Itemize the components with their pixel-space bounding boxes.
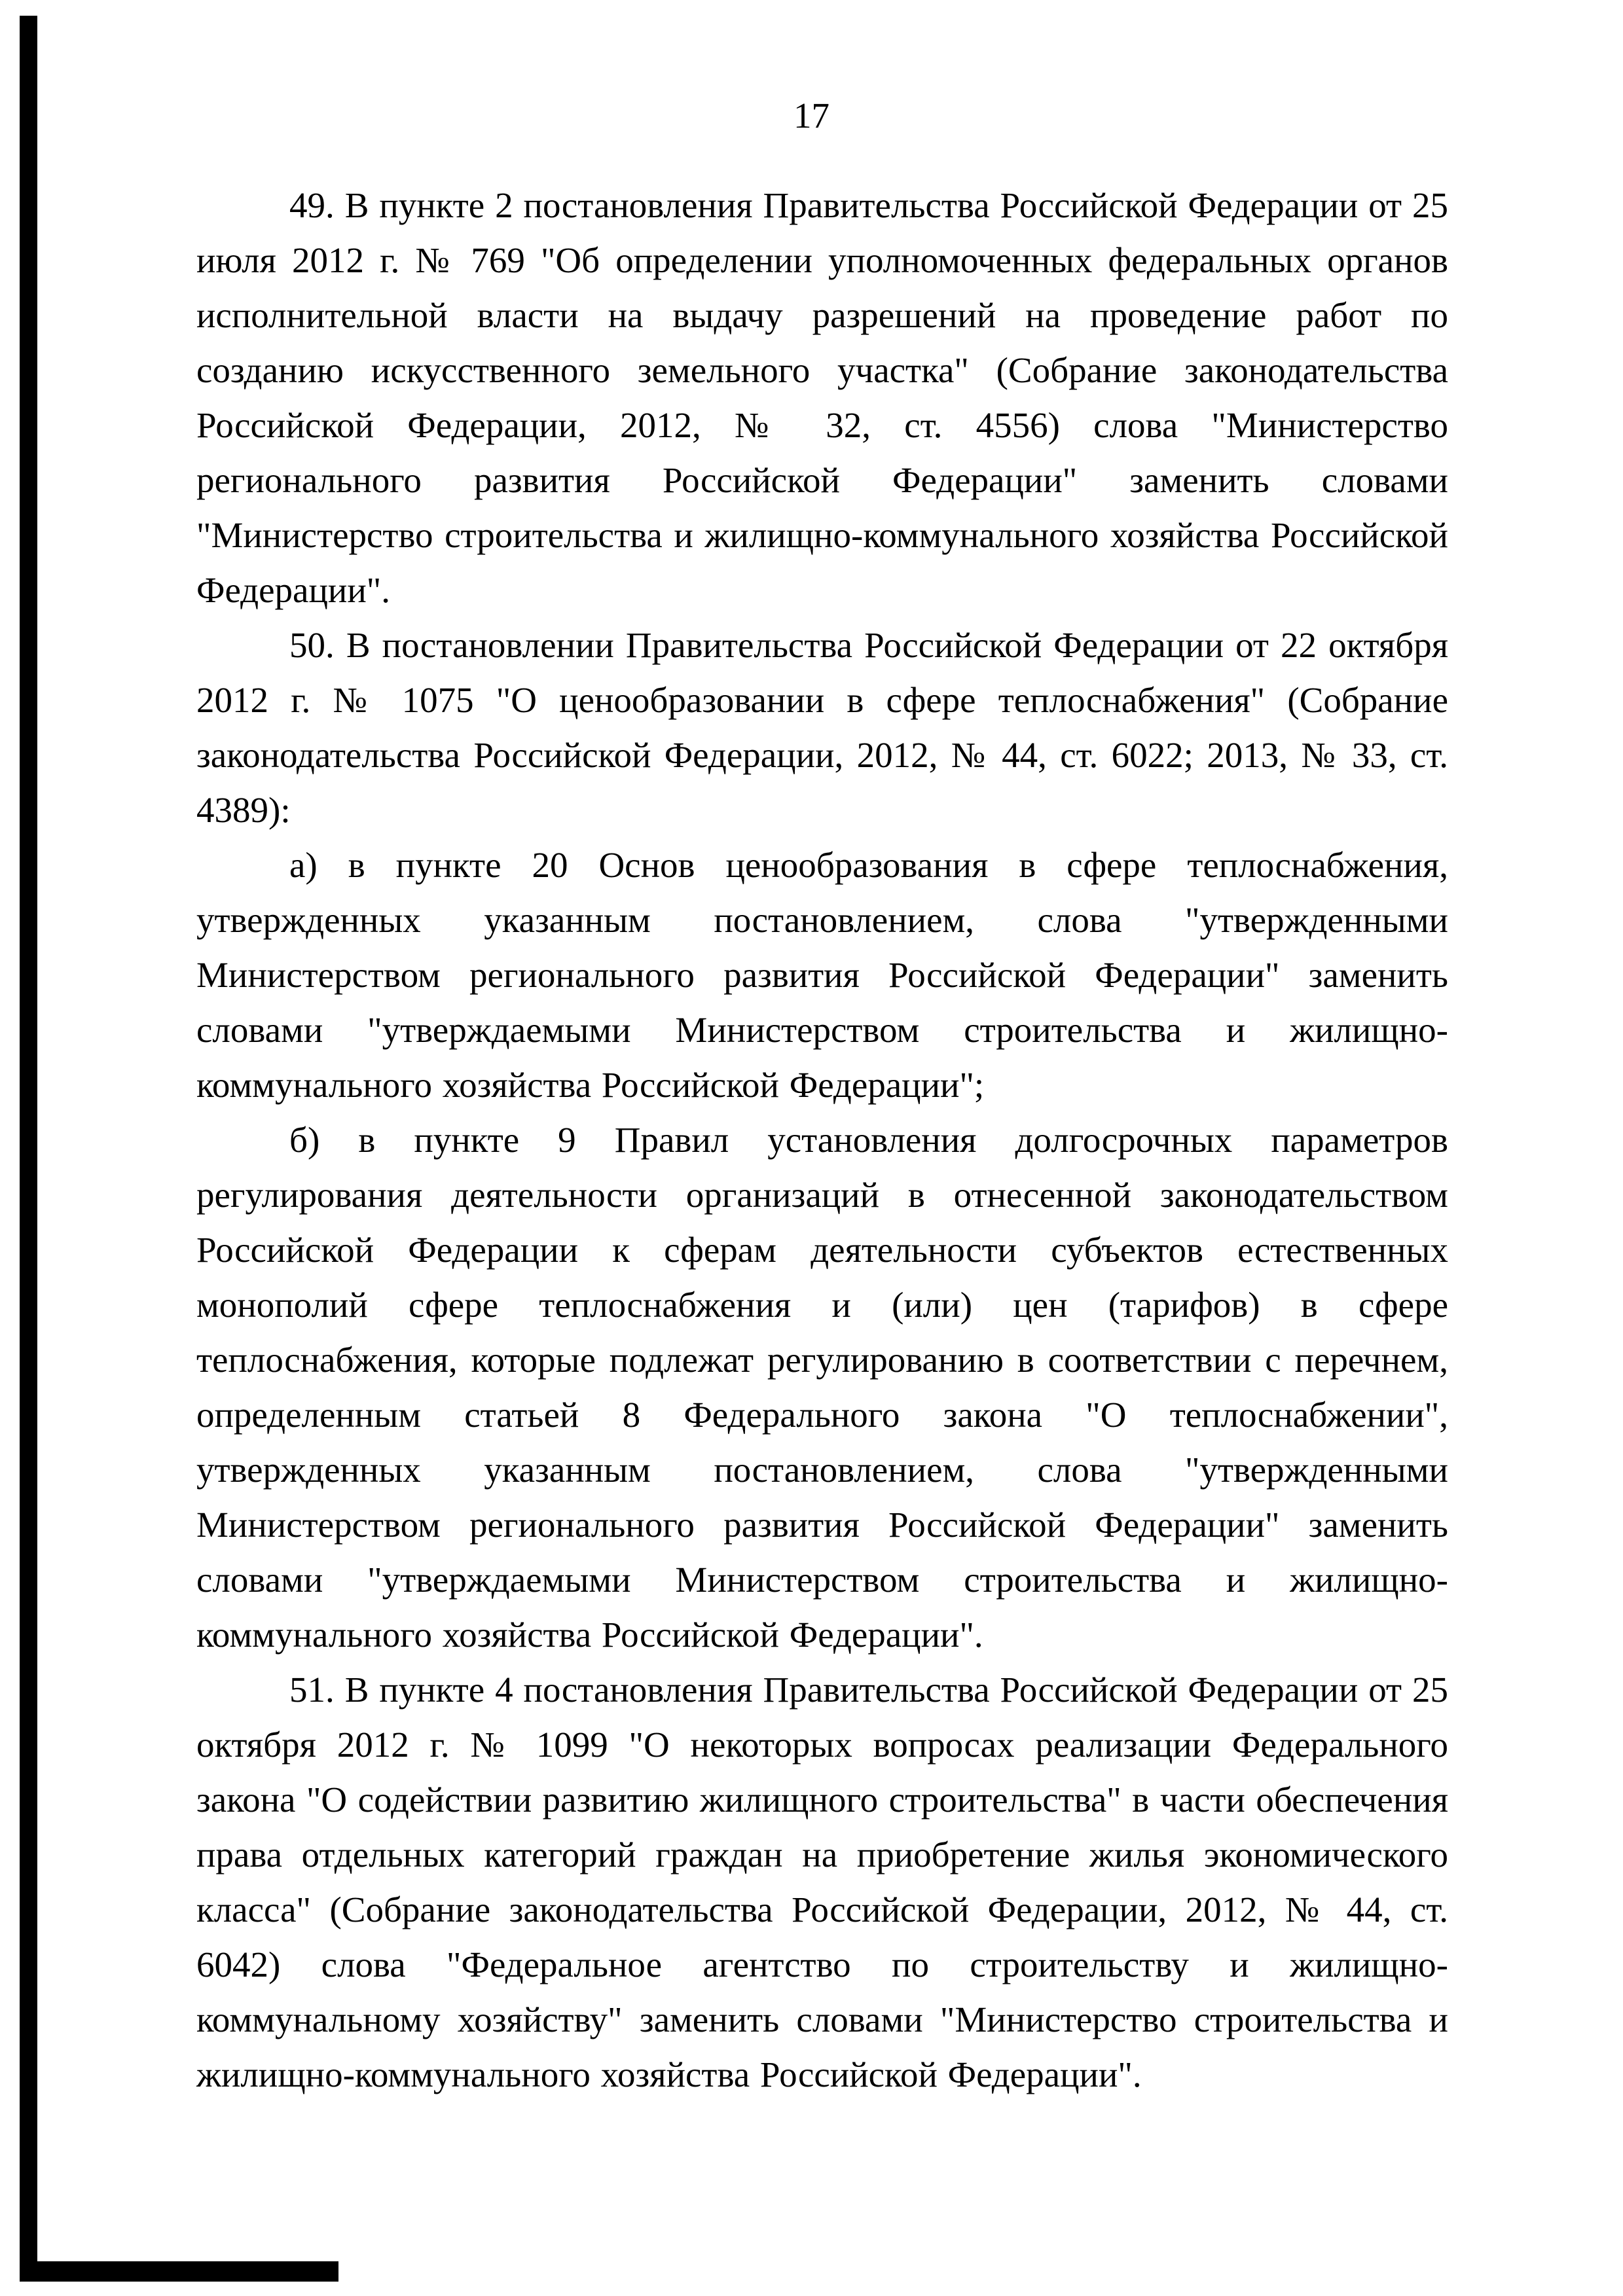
paragraph-item-49: 49. В пункте 2 постановления Правительства Российской Федерации от 25 июля 2012 г. № 769 "Об определении уполномоченных федеральных органов исполнительной власти на выдачу разрешений на проведение работ по созданию искусственного земельного участка" (Собрание законодательства Российской Федерации, 2012, № 32, ст. 4556) слова "Министерство регионального развития Российской Федерации" заменить словами "Министерство строительства и жилищно-коммунального хозяйства Российской Федерации". <box>196 185 1448 610</box>
document-body <box>196 178 1448 2102</box>
paragraph-item-50a: а) в пункте 20 Основ ценообразования в сфере теплоснабжения, утвержденных указанным постановлением, слова "утвержденными Министерством регионального развития Российской Федерации" заменить словами "утверждаемыми Министерством строительства и жилищно-коммунального хозяйства Российской Федерации"; <box>196 845 1448 1105</box>
scan-artifact-bottom-bar <box>20 2261 338 2282</box>
paragraph-item-50: 50. В постановлении Правительства Российской Федерации от 22 октября 2012 г. № 1075 "О ценообразовании в сфере теплоснабжения" (Собрание законодательства Российской Федерации, 2012, № 44, ст. 6022; 2013, № 33, ст. 4389): <box>196 625 1448 830</box>
page-number: 17 <box>793 96 830 135</box>
scan-artifact-left-bar <box>20 16 37 2282</box>
paragraph-item-51: 51. В пункте 4 постановления Правительства Российской Федерации от 25 октября 2012 г. № 1099 "О некоторых вопросах реализации Федерального закона "О содействии развитию жилищного строительства" в части обеспечения права отдельных категорий граждан на приобретение жилья экономического класса" (Собрание законодательства Российской Федерации, 2012, № 44, ст. 6042) слова "Федеральное агентство по строительству и жилищно-коммунальному хозяйству" заменить словами "Министерство строительства и жилищно-коммунального хозяйства Российской Федерации". <box>196 1670 1448 2094</box>
paragraph-item-50b: б) в пункте 9 Правил установления долгосрочных параметров регулирования деятельности организаций в отнесенной законодательством Российской Федерации к сферам деятельности субъектов естественных монополий сфере теплоснабжения и (или) цен (тарифов) в сфере теплоснабжения, которые подлежат регулированию в соответствии с перечнем, определенным статьей 8 Федерального закона "О теплоснабжении", утвержденных указанным постановлением, слова "утвержденными Министерством регионального развития Российской Федерации" заменить словами "утверждаемыми Министерством строительства и жилищно-коммунального хозяйства Российской Федерации". <box>196 1120 1448 1655</box>
